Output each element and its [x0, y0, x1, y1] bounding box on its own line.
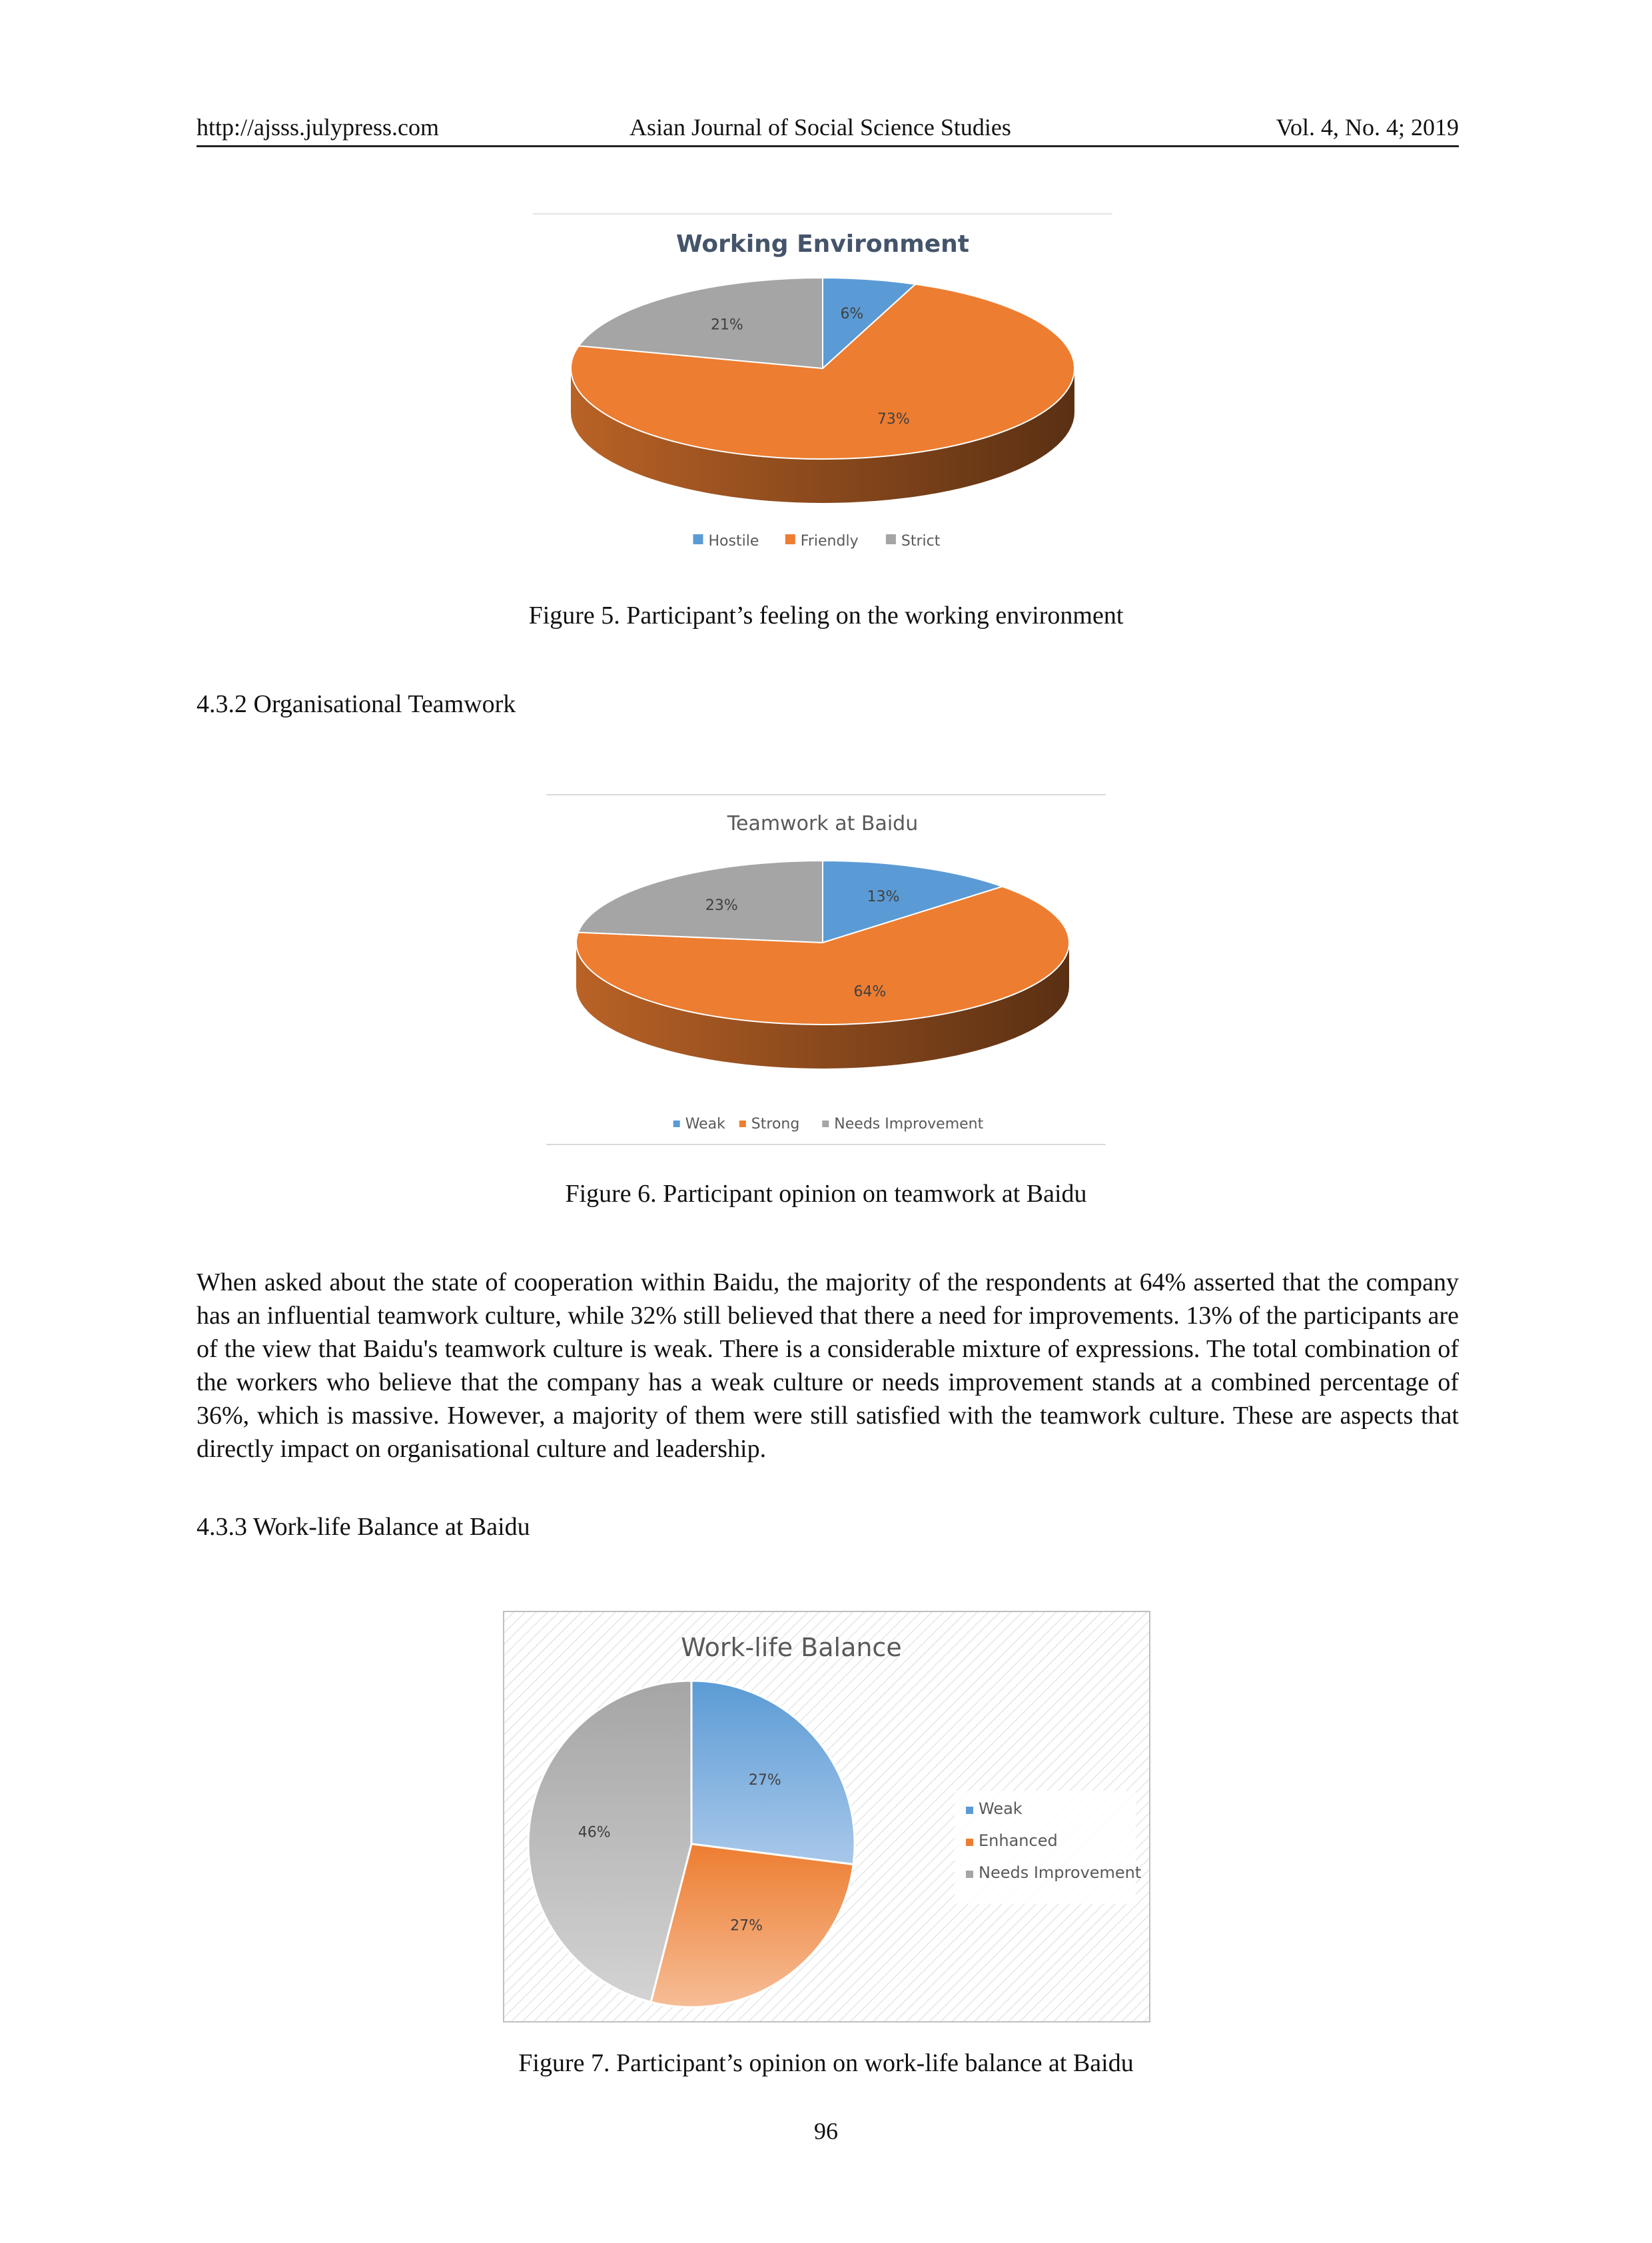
legend-label: Friendly	[800, 533, 859, 550]
data-label-weak: 13%	[867, 889, 900, 905]
data-label-enhanced: 27%	[730, 1917, 763, 1935]
data-label-hostile: 6%	[840, 306, 864, 323]
legend-item-friendly	[785, 533, 859, 550]
journal-name: Asian Journal of Social Science Studies	[629, 114, 1011, 141]
data-label-weak: 27%	[748, 1771, 781, 1789]
chart-title: Work-life Balance	[681, 1633, 902, 1662]
legend-swatch	[673, 1121, 680, 1127]
pie-plot	[528, 1681, 855, 2007]
legend-label: Hostile	[708, 533, 759, 550]
page-number: 96	[814, 2118, 838, 2144]
figure-7-caption: Figure 7. Participant’s opinion on work-life balance at Baidu	[518, 2049, 1134, 2077]
data-label-friendly: 73%	[877, 411, 910, 428]
data-label-strong: 64%	[853, 983, 887, 1001]
section-heading-worklife: 4.3.3 Work-life Balance at Baidu	[197, 1513, 530, 1541]
legend-swatch	[966, 1871, 973, 1878]
legend-swatch	[966, 1807, 973, 1814]
legend-label: Weak	[979, 1799, 1023, 1818]
legend-swatch	[822, 1121, 829, 1127]
legend-item-strong	[739, 1116, 800, 1132]
legend-label: Strong	[751, 1116, 800, 1132]
legend-item-hostile	[693, 533, 759, 550]
pie-plot	[571, 278, 1074, 503]
chart-title: Teamwork at Baidu	[727, 812, 919, 835]
legend	[673, 1116, 984, 1132]
journal-url[interactable]: http://ajsss.julypress.com	[197, 114, 439, 141]
figure-7-chart	[503, 1611, 1150, 2022]
legend-swatch	[785, 534, 795, 544]
pie-plot	[576, 861, 1069, 1069]
legend	[693, 533, 941, 550]
legend-swatch	[739, 1121, 746, 1127]
legend-swatch	[886, 534, 896, 544]
legend-item-enhanced	[966, 1831, 1058, 1850]
journal-volume: Vol. 4, No. 4; 2019	[1276, 114, 1459, 141]
data-label-needs-improvement: 46%	[578, 1824, 611, 1841]
chart-title: Working Environment	[675, 230, 970, 258]
legend-label: Enhanced	[979, 1831, 1058, 1850]
figure-6-caption: Figure 6. Participant opinion on teamwork at Baidu	[565, 1180, 1087, 1208]
data-label-needs-improvement: 23%	[705, 897, 738, 914]
legend-label: Strict	[901, 533, 941, 550]
figure-6-chart	[543, 793, 1109, 1152]
legend-item-needs-improvement	[966, 1863, 1141, 1882]
legend-swatch	[693, 534, 703, 544]
figure-5-chart	[530, 212, 1116, 572]
legend-swatch	[966, 1839, 973, 1846]
section-heading-teamwork: 4.3.2 Organisational Teamwork	[197, 690, 516, 718]
running-header	[197, 112, 1459, 147]
legend-item-needs-improvement	[822, 1116, 983, 1132]
figure-5-caption: Figure 5. Participant’s feeling on the working environment	[528, 602, 1124, 630]
legend-item-weak	[673, 1116, 725, 1132]
body-paragraph: When asked about the state of cooperation within Baidu, the majority of the respondents at 64% asserted that the company has an influential teamwork culture, while 32% still believed that there a need for improvements. 13% of the participants are of the view that Baidu's teamwork culture is weak. There is a considerable mixture of expressions. The total combination of the workers who believe that the company has a weak culture or needs improvement stands at a combined percentage of 36%, which is massive. However, a majority of them were still satisfied with the teamwork culture. These are aspects that directly impact on organisational culture and leadership.	[197, 1268, 1459, 1463]
pie-slice-needs-improvement	[578, 861, 823, 943]
legend-label: Weak	[685, 1116, 725, 1132]
data-label-strict: 21%	[710, 316, 743, 334]
legend-item-strict	[886, 533, 941, 550]
legend-label: Needs Improvement	[979, 1863, 1142, 1882]
legend-label: Needs Improvement	[834, 1116, 984, 1132]
